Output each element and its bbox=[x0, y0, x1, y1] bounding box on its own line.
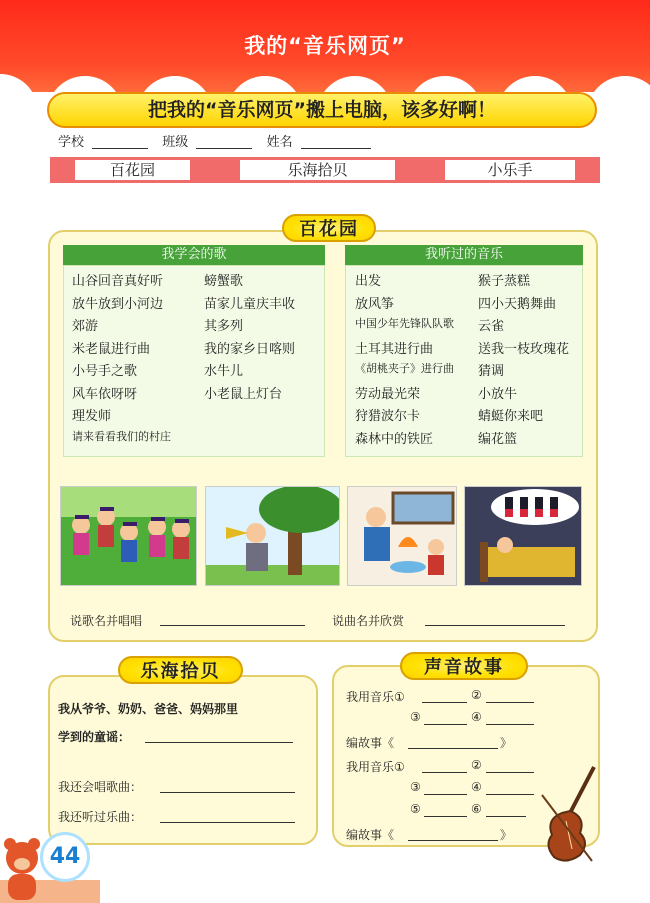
songs-header: 我学会的歌 bbox=[63, 245, 325, 265]
story-row2-label: 我用音乐① bbox=[346, 760, 405, 774]
list-item: 我的家乡日喀则 bbox=[204, 341, 296, 357]
banner: 把我的“音乐网页”搬上电脑，该多好啊！ bbox=[47, 92, 597, 128]
story-blank-3[interactable] bbox=[424, 724, 467, 725]
lehai-title: 乐海拾贝 bbox=[118, 656, 243, 684]
school-field[interactable] bbox=[92, 136, 148, 149]
list-item: 放牛放到小河边 bbox=[72, 296, 164, 312]
prompt-listen-label: 说曲名并欣赏 bbox=[332, 614, 405, 628]
lehai-line2: 学到的童谣： bbox=[58, 730, 131, 744]
story-num-4: ④ bbox=[471, 710, 482, 724]
list-item: 苗家儿童庆丰收 bbox=[204, 296, 296, 312]
list-item: 请来看看我们的村庄 bbox=[72, 429, 171, 443]
baihuayuan-title: 百花园 bbox=[282, 214, 376, 242]
lehai-line1: 我从爷爷、奶奶、爸爸、妈妈那里 bbox=[58, 702, 239, 716]
list-item: 猜调 bbox=[478, 364, 505, 379]
list-item: 《胡桃夹子》进行曲 bbox=[355, 362, 454, 375]
list-item: 郊游 bbox=[72, 319, 99, 334]
list-item: 土耳其进行曲 bbox=[355, 341, 434, 357]
story-name-end-2: 》 bbox=[500, 828, 513, 842]
student-info-row bbox=[58, 132, 598, 154]
story-blank-4[interactable] bbox=[486, 724, 534, 725]
story-blank-2[interactable] bbox=[486, 702, 534, 703]
story-blank-6[interactable] bbox=[486, 772, 534, 773]
list-item: 小号手之歌 bbox=[72, 364, 138, 379]
lehai-nursery-rhyme-field[interactable] bbox=[145, 742, 293, 743]
music-header: 我听过的音乐 bbox=[345, 245, 583, 265]
picture-dancing-children bbox=[60, 486, 197, 586]
list-item: 云雀 bbox=[478, 319, 505, 334]
story-blank-8[interactable] bbox=[486, 794, 534, 795]
story-name-label-1: 编故事《 bbox=[346, 736, 395, 750]
list-item: 森林中的铁匠 bbox=[355, 431, 434, 447]
tab-bar bbox=[50, 157, 600, 183]
picture-sleeping-child bbox=[464, 486, 582, 586]
list-item: 编花篮 bbox=[478, 431, 518, 447]
list-item: 其多列 bbox=[204, 319, 244, 334]
story-num-4b: ④ bbox=[471, 780, 482, 794]
story-title: 声音故事 bbox=[400, 652, 528, 680]
list-item: 狩猎波尔卡 bbox=[355, 409, 421, 424]
list-item: 螃蟹歌 bbox=[204, 274, 244, 289]
prompt-sing-label: 说歌名并唱唱 bbox=[70, 614, 143, 628]
list-item: 放风筝 bbox=[355, 296, 395, 312]
list-item: 风车依呀呀 bbox=[72, 386, 138, 402]
prompt-listen-field[interactable] bbox=[425, 625, 565, 626]
list-item: 米老鼠进行曲 bbox=[72, 341, 151, 357]
story-blank-5[interactable] bbox=[422, 772, 467, 773]
list-item: 中国少年先锋队队歌 bbox=[355, 317, 454, 330]
story-blank-7[interactable] bbox=[424, 794, 467, 795]
story-num-2b: ② bbox=[471, 758, 482, 772]
lehai-line4: 我还听过乐曲： bbox=[58, 810, 143, 824]
tab-xiaoleshou[interactable]: 小乐手 bbox=[445, 160, 575, 180]
story-name-label-2: 编故事《 bbox=[346, 828, 395, 842]
story-name-field-1[interactable] bbox=[408, 748, 498, 749]
picture-trumpet-boy bbox=[205, 486, 340, 586]
violin-icon bbox=[532, 765, 602, 865]
lehai-music-field[interactable] bbox=[160, 822, 295, 823]
picture-blacksmith bbox=[347, 486, 457, 586]
list-item: 劳动最光荣 bbox=[355, 386, 421, 402]
name-label: 姓名 bbox=[266, 135, 293, 150]
list-item: 小放牛 bbox=[478, 386, 518, 402]
tab-baihuayuan[interactable]: 百花园 bbox=[75, 160, 190, 180]
story-num-2: ② bbox=[471, 688, 482, 702]
story-num-6: ⑥ bbox=[471, 802, 482, 816]
story-blank-1[interactable] bbox=[422, 702, 467, 703]
story-blank-9[interactable] bbox=[424, 816, 467, 817]
story-name-field-2[interactable] bbox=[408, 840, 498, 841]
list-item: 理发师 bbox=[72, 409, 112, 424]
class-label: 班级 bbox=[162, 135, 189, 150]
class-field[interactable] bbox=[196, 136, 252, 149]
list-item: 蜻蜓你来吧 bbox=[478, 409, 544, 424]
story-num-5: ⑤ bbox=[410, 802, 421, 816]
lehai-song-field[interactable] bbox=[160, 792, 295, 793]
school-label: 学校 bbox=[58, 135, 85, 150]
name-field[interactable] bbox=[301, 136, 371, 149]
list-item: 小老鼠上灯台 bbox=[204, 386, 283, 402]
story-blank-10[interactable] bbox=[486, 816, 526, 817]
prompt-sing-field[interactable] bbox=[160, 625, 305, 626]
list-item: 山谷回音真好听 bbox=[72, 274, 164, 289]
list-item: 水牛儿 bbox=[204, 364, 244, 379]
list-item: 送我一枝玫瑰花 bbox=[478, 341, 570, 357]
list-item: 出发 bbox=[355, 274, 382, 289]
list-item: 四小天鹅舞曲 bbox=[478, 296, 557, 312]
tab-lehai[interactable]: 乐海拾贝 bbox=[240, 160, 395, 180]
lehai-line3: 我还会唱歌曲： bbox=[58, 780, 143, 794]
story-num-3: ③ bbox=[410, 710, 421, 724]
story-row1-label: 我用音乐① bbox=[346, 690, 405, 704]
page-number: 44 bbox=[40, 832, 90, 882]
story-name-end-1: 》 bbox=[500, 736, 513, 750]
story-num-3b: ③ bbox=[410, 780, 421, 794]
list-item: 猴子蒸糕 bbox=[478, 274, 531, 289]
page-title: 我的“音乐网页” bbox=[244, 34, 406, 58]
